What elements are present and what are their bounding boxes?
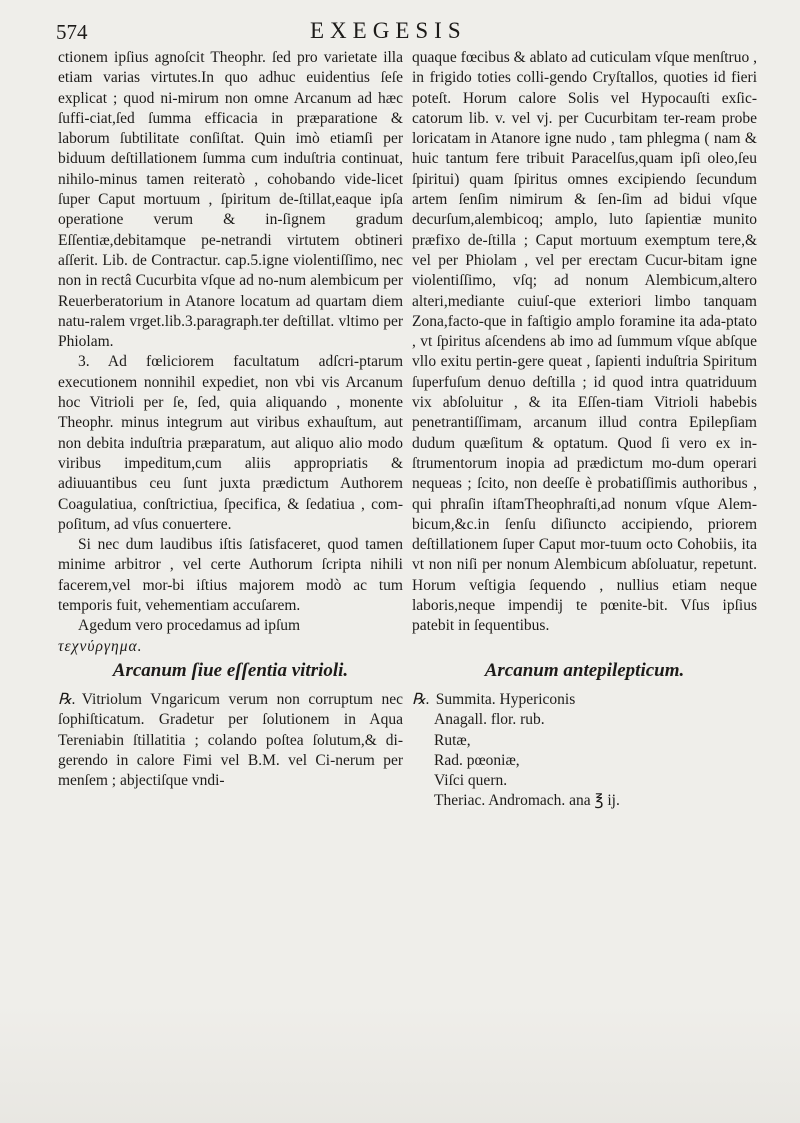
right-section-heading: Arcanum antepilepticum. [484, 660, 685, 681]
right-paragraph-1: quaque fœcibus & ablato ad cuticulam vſque menſtruo , in frigido toties colli-gendo Cryſtallos, quoties id fieri poteſt. Horum calore Solis vel Hypocauſti exſic-catorum lib. v. vel vj. per Cucurbitam ter-ream probe loricatam in Atanore igne nudo , tam phlegma ( nam & huic tantum fere tribuit Paracelſus,quam ipſi oleo,ſeu ſpiritui) quam ſpiritus omnes excipiendo ſecundum artem ſenſim nimirum & ſen-ſim ad bidui vſque decurſum,alembicoq; amplo, luto ſapientiæ munito præfixo de-ſtilla ; Caput mortuum exemptum tere,& vel per Phiolam , vel per erectam Cucur-bitam igne violentiſſimo, vſq; ad nonum Alembicum,altero alteri,mediante cuiuſ-que exteriori limbo tanquam Zona,facto-que in faſtigio amplo foramine ita ada-ptato , vt ſpiritus aſcendens ab imo ad ſummum vſque abſque vllo exitu pertin-gere queat , ſapienti induſtria Spiritum ſuperfuſum denuo deſtilla ; id quod intra quatriduum vix abſoluitur , & ita Eſſen-tiam Vitrioli habebis penetrantiſſimam, arcanum illud contra Epilepſiam dudum quæſitum & optatum. Quod ſi vero ex in-ſtrumentorum inopia ad prædictum mo-dum operari nequeas ; ſcito, non deeſſe è probatiſſimis authoribus , qui phraſin iſtamTheophraſti,ad nonum vſque Alem-bicum,&c.in ſenſu diſiuncto accipiendo, priorem deſtillationem ſuper Caput mor-tuum octo Cohobiis, ita vt non niſi per nonum Alembicum abſoluatur, repetunt. Horum veſtigia ſequendo , nullius etiam neque laboris,neque impendij te pœnite-bit. Vſus ipſius patebit in ſequentibus. [412, 49, 757, 635]
left-paragraph-3: Si nec dum laudibus iſtis ſatisfaceret, quod tamen minime arbitror , vel certe Authorum ſcripta nihili facerem,vel mor-bi iſtius majorem modò ac tum temporis fuit, vehementiam accuſarem. [58, 536, 403, 615]
left-paragraph-2: 3. Ad fœliciorem facultatum adſcri-ptarum executionem nonnihil expediet, non vbi vis Arcanum hoc Vitrioli per ſe, ſed, quia aliquando , monente Theophr. minus integrum aut viribus exhauſtum, aut non debita induſtria præparatum, aut aliquo alio modo viribus impeditum,cum aliis appropriatis & adiuuantibus ceu ſunt juxta prædictum Authorem Coagulatiua, conſtrictiua, ſpecifica, & ſedatiua , com-poſitum, ad vſus conuertere. [58, 353, 403, 533]
right-column [412, 48, 757, 637]
ingredient: Theriac. Andromach. ana ℥ ij. [434, 792, 620, 810]
ingredient: Viſci quern. [434, 772, 508, 790]
left-section-heading: Arcanum ſiue eſſentia vitrioli. [112, 660, 349, 681]
running-title: EXEGESIS [310, 18, 467, 43]
recipe-symbol: ℞. [412, 691, 430, 708]
ingredient: Rutæ, [434, 731, 471, 749]
ingredient: Summita. Hypericonis [435, 691, 576, 708]
page-number: 574 [56, 20, 88, 44]
ingredient: Anagall. flor. rub. [434, 711, 545, 729]
recipe-symbol: ℞. [58, 691, 76, 708]
left-recipe-text: Vitriolum Vngaricum verum non corruptum nec ſophiſticatum. Gradetur per ſolutionem in Aqua Tereniabin ſtillatitia ; colando poſtea ſolutum,& di-gerendo in calore Fimi vel B.M. vel Ci-nerum per menſem ; abjectiſque vndi- [58, 691, 403, 790]
page-header [0, 18, 800, 48]
ingredient: Rad. pœoniæ, [434, 751, 520, 769]
right-recipe [412, 690, 757, 812]
left-column [58, 48, 403, 657]
left-paragraph-1: ctionem ipſius agnoſcit Theophr. ſed pro varietate illa etiam varias virtutes.In quo adhuc euidentius ſeſe explicat ; quod ni-mirum non omne Arcanum ad hæc ſuffi-ciat,ſed ſumma efficacia in præparatione & laborum ſubtilitate conſiſtat. Quin imò etiamſi per biduum deſtillationem ſumma cum induſtria continuat, nihilo-minus tamen reiteratò , cohobando vide-licet ſuper Caput mortuum , ſpiritum de-ſtillat,eaque ipſa operatione verum & in-ſignem gradum Eſſentiæ,debitamque pe-netrandi virtutem obtineri aſſerit. Lib. de Contractur. cap.5.igne violentiſſimo, nec non in rectâ Cucurbita vſque ad no-num alembicum per Reuerberatorium in Atanore locatum ad quartam diem natu-ralem vrget.lib.3.paragraph.ter deſtillat. vltimo per Phiolam. [58, 49, 403, 351]
left-paragraph-4: Agedum vero procedamus ad ipſum [78, 617, 301, 635]
paper-stain [0, 1003, 800, 1123]
left-recipe [58, 690, 403, 791]
greek-word: τεχνύργημα. [58, 637, 143, 655]
